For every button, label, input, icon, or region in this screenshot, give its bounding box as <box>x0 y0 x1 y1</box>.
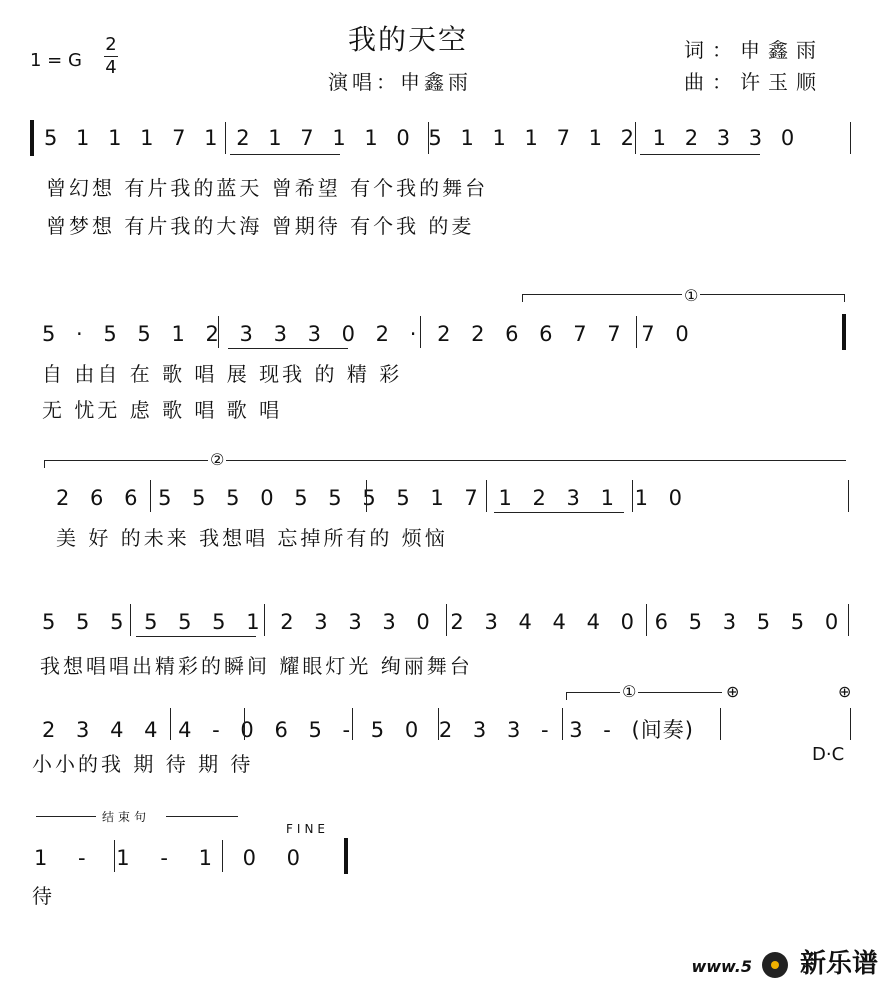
fine-marking: FINE <box>286 822 329 836</box>
singer-credit: 演唱：申鑫雨 <box>328 70 472 94</box>
volta-number: ① <box>622 682 637 701</box>
row5-notes: 2 3 4 4 4 - 0 6 5 - 5 0 2 3 3 - 3 - (间奏) <box>42 718 694 742</box>
time-numerator: 2 <box>105 34 117 55</box>
barline <box>486 480 487 512</box>
row2-lyrics-verse1: 自 由自 在 歌 唱 展 现我 的 精 彩 <box>42 362 403 386</box>
ending-label: 结束句 <box>102 810 151 824</box>
beam-underline <box>228 348 348 349</box>
volta-bracket <box>566 692 722 693</box>
barline <box>150 480 151 512</box>
volta-number: ② <box>210 450 225 469</box>
row6-notes: 1 - 1 - 1 0 0 <box>34 846 302 870</box>
barline <box>114 840 115 872</box>
row1-notes: 5 1 1 1 7 1 2 1 7 1 1 0 5 1 1 1 7 1 2 1 2 3 3 0 <box>44 126 796 150</box>
barline <box>218 316 219 348</box>
barline <box>446 604 447 636</box>
barline <box>562 708 563 740</box>
barline <box>170 708 171 740</box>
barline <box>130 604 131 636</box>
barline <box>244 708 245 740</box>
barline <box>848 480 849 512</box>
row6-lyrics: 待 <box>32 884 55 908</box>
beam-underline <box>136 636 256 637</box>
barline <box>636 316 637 348</box>
volta-tick <box>566 692 567 700</box>
barline <box>438 708 439 740</box>
row2-notes: 5 · 5 5 1 2 3 3 3 0 2 · 2 2 6 6 7 7 7 0 <box>42 322 690 346</box>
coda-sign: ⊕ <box>726 682 740 701</box>
composer-credit: 曲：许玉顺 <box>684 70 824 94</box>
dc-marking: D·C <box>812 744 845 765</box>
ending-bracket <box>166 816 238 817</box>
time-signature <box>104 34 118 79</box>
barline <box>420 316 421 348</box>
volta-number: ① <box>684 286 699 305</box>
barline <box>850 122 851 154</box>
volta-tick <box>522 294 523 302</box>
song-title: 我的天空 <box>348 23 469 56</box>
final-barline <box>344 838 348 874</box>
lyricist-credit: 词：申鑫雨 <box>684 38 824 62</box>
row4-lyrics: 我想唱唱出精彩的瞬间 耀眼灯光 绚丽舞台 <box>40 654 473 678</box>
row4-notes: 5 5 5 5 5 5 1 2 3 3 3 0 2 3 4 4 4 0 6 5 3 5 5 0 <box>42 610 840 634</box>
row3-notes: 2 6 6 5 5 5 0 5 5 5 5 1 7 1 2 3 1 1 0 <box>56 486 684 510</box>
row1-lyrics-verse2: 曾梦想 有片我的大海 曾期待 有个我 的麦 <box>46 214 475 238</box>
barline <box>225 122 226 154</box>
barline <box>632 480 633 512</box>
repeat-start-barline <box>30 120 34 156</box>
barline <box>635 122 636 154</box>
volta-bracket <box>44 460 846 461</box>
barline <box>352 708 353 740</box>
barline <box>720 708 721 740</box>
ending-bracket <box>36 816 96 817</box>
key-signature: 1 = G <box>30 50 82 71</box>
barline <box>222 840 223 872</box>
repeat-end-barline <box>842 314 846 350</box>
barline <box>646 604 647 636</box>
row3-lyrics: 美 好 的未来 我想唱 忘掉所有的 烦恼 <box>56 526 448 550</box>
barline <box>264 604 265 636</box>
watermark-url: www.5 <box>691 957 752 976</box>
beam-underline <box>230 154 340 155</box>
volta-tick <box>844 294 845 302</box>
coda-sign: ⊕ <box>838 682 852 701</box>
row2-lyrics-verse2: 无 忧无 虑 歌 唱 歌 唱 <box>42 398 283 422</box>
volta-tick <box>44 460 45 468</box>
barline <box>850 708 851 740</box>
beam-underline <box>494 512 624 513</box>
barline <box>848 604 849 636</box>
barline <box>428 122 429 154</box>
barline <box>366 480 367 512</box>
disc-icon <box>762 952 788 978</box>
row1-lyrics-verse1: 曾幻想 有片我的蓝天 曾希望 有个我的舞台 <box>46 176 489 200</box>
beam-underline <box>640 154 760 155</box>
time-denominator: 4 <box>105 57 117 78</box>
watermark-brand: 新乐谱 <box>799 949 878 979</box>
row5-lyrics: 小小的我 期 待 期 待 <box>32 752 254 776</box>
